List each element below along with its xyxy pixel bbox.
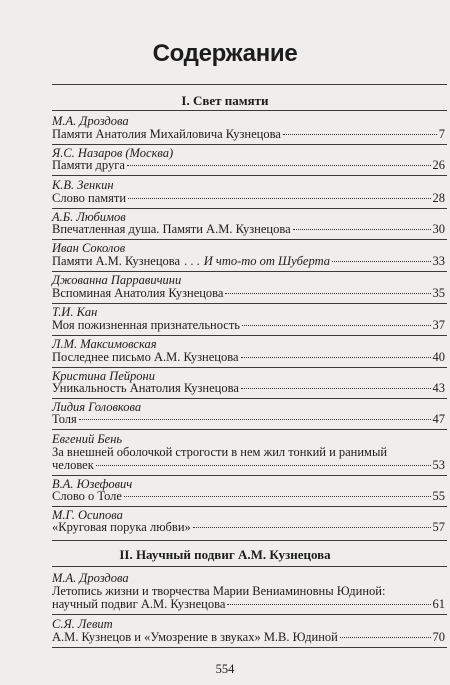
- entry-title: Последнее письмо А.М. Кузнецова: [52, 350, 239, 364]
- entry-page: 37: [432, 318, 445, 332]
- entry-title: Памяти А.М. Кузнецова: [52, 254, 181, 268]
- toc-entry[interactable]: [52, 350, 445, 365]
- section-divider: [52, 84, 447, 85]
- entry-page: 70: [432, 630, 445, 644]
- entry-author: Л.М. Максимовская: [52, 337, 157, 351]
- section-divider: [52, 540, 447, 541]
- leader-dots: [340, 637, 431, 638]
- entry-divider: [52, 271, 447, 272]
- entry-author: Т.И. Кан: [52, 305, 98, 319]
- leader-dots: [332, 261, 431, 262]
- toc-entry[interactable]: [52, 286, 445, 301]
- toc-entry[interactable]: [52, 630, 445, 645]
- toc-entry[interactable]: [52, 222, 445, 237]
- entry-divider: [52, 303, 447, 304]
- entry-divider: [52, 398, 447, 399]
- leader-dots: [127, 165, 431, 166]
- entry-divider: [52, 239, 447, 240]
- entry-page: 61: [432, 597, 445, 611]
- toc-entry[interactable]: [52, 412, 445, 427]
- section-divider: [52, 110, 447, 111]
- entry-page: 43: [432, 381, 445, 395]
- entry-title: научный подвиг А.М. Кузнецова: [52, 597, 226, 611]
- entry-author: М.Г. Осипова: [52, 508, 123, 522]
- entry-divider: [52, 335, 447, 336]
- entry-author: А.Б. Любимов: [52, 210, 126, 224]
- entry-page: 47: [432, 412, 445, 426]
- leader-dots: [193, 527, 431, 528]
- entry-title: Толя: [52, 412, 77, 426]
- entry-author: М.А. Дроздова: [52, 571, 129, 585]
- entry-page: 28: [432, 191, 445, 205]
- entry-title: А.М. Кузнецов и «Умозрение в звуках» М.В. Юдиной: [52, 630, 338, 644]
- entry-title: Слово о Толе: [52, 489, 122, 503]
- entry-page: 53: [432, 458, 445, 472]
- entry-author: В.А. Юзефович: [52, 477, 133, 491]
- entry-author: Джованна Парравичини: [52, 273, 182, 287]
- entry-author: Иван Соколов: [52, 241, 126, 255]
- section-divider: [52, 566, 447, 567]
- toc-entry[interactable]: [52, 597, 445, 612]
- entry-page: 35: [432, 286, 445, 300]
- entry-title: человек: [52, 458, 94, 472]
- toc-entry[interactable]: [52, 318, 445, 333]
- entry-author: К.В. Зенкин: [52, 178, 114, 192]
- entry-divider: [52, 144, 447, 145]
- entry-divider: [52, 429, 447, 430]
- entry-title-line1: Летопись жизни и творчества Марии Вениаминовны Юдиной:: [52, 584, 386, 598]
- entry-author: С.Я. Левит: [52, 617, 113, 631]
- leader-dots: [241, 357, 431, 358]
- entry-title: Вспоминая Анатолия Кузнецова: [52, 286, 224, 300]
- entry-title: Уникальность Анатолия Кузнецова: [52, 381, 239, 395]
- toc-entry[interactable]: [52, 191, 445, 206]
- entry-divider: [52, 475, 447, 476]
- entry-divider: [52, 208, 447, 209]
- entry-title: «Круговая порука любви»: [52, 520, 191, 534]
- entry-page: 57: [432, 520, 445, 534]
- leader-dots: [241, 388, 431, 389]
- leader-dots: [293, 229, 431, 230]
- entry-divider: [52, 367, 447, 368]
- entry-page: 40: [432, 350, 445, 364]
- leader-dots: [96, 465, 431, 466]
- leader-dots: [227, 604, 430, 605]
- toc-entry[interactable]: [52, 158, 445, 173]
- entry-title-line1: За внешней оболочкой строгости в нем жил тонкий и ранимый: [52, 445, 388, 459]
- entry-page: 26: [432, 158, 445, 172]
- leader-dots: [79, 419, 431, 420]
- section-heading: II. Научный подвиг А.М. Кузнецова: [119, 547, 331, 562]
- entry-page: 7: [438, 127, 445, 141]
- entry-title-italic: И что-то от Шуберта: [203, 254, 330, 268]
- toc-entry[interactable]: [52, 520, 445, 535]
- entry-author: Кристина Пейрони: [52, 369, 155, 383]
- page-title: Содержание: [152, 40, 298, 67]
- page-number: 554: [215, 662, 235, 676]
- entry-author: М.А. Дроздова: [52, 114, 129, 128]
- entry-title: Памяти Анатолия Михайловича Кузнецова: [52, 127, 281, 141]
- toc-entry[interactable]: [52, 127, 445, 142]
- entry-author: Я.С. Назаров (Москва): [52, 146, 174, 160]
- toc-entry[interactable]: [52, 489, 445, 504]
- leader-dots: [128, 198, 430, 199]
- entry-title: Впечатленная душа. Памяти А.М. Кузнецова: [52, 222, 291, 236]
- entry-divider: [52, 614, 447, 615]
- entry-title: Памяти друга: [52, 158, 125, 172]
- section-heading: I. Свет памяти: [181, 93, 269, 108]
- entry-page: 33: [432, 254, 445, 268]
- entry-title: Слово памяти: [52, 191, 127, 205]
- entry-title: Моя пожизненная признательность: [52, 318, 241, 332]
- entry-page: 30: [432, 222, 445, 236]
- entry-author: Евгений Бень: [52, 432, 123, 446]
- entry-divider: [52, 647, 447, 648]
- leader-dots: [225, 293, 430, 294]
- toc-entry[interactable]: [52, 458, 445, 473]
- entry-divider: [52, 175, 447, 176]
- toc-entry[interactable]: [52, 381, 445, 396]
- entry-page: 55: [432, 489, 445, 503]
- entry-dots-inline: . . .: [184, 254, 200, 268]
- leader-dots: [124, 496, 431, 497]
- leader-dots: [283, 134, 437, 135]
- entry-author: Лидия Головкова: [52, 400, 142, 414]
- entry-divider: [52, 506, 447, 507]
- toc-entry[interactable]: [52, 254, 445, 269]
- leader-dots: [242, 325, 430, 326]
